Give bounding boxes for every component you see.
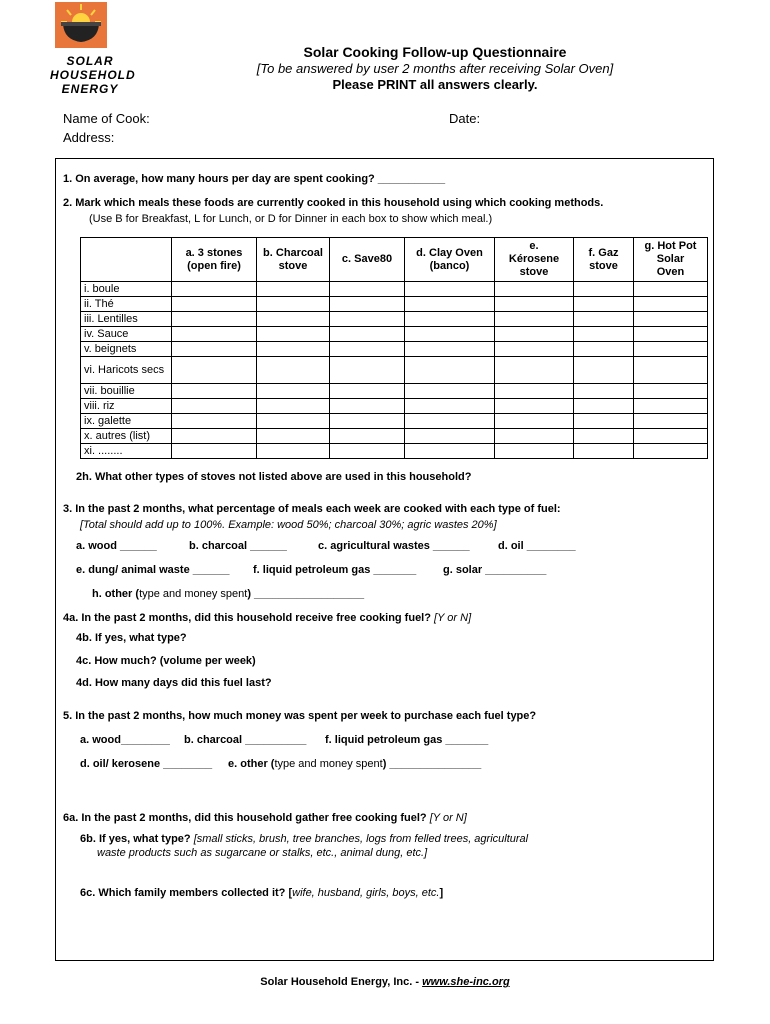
table-row — [81, 399, 708, 414]
name-of-cook-label: Name of Cook: — [63, 111, 150, 126]
q3-lpg: f. liquid petroleum gas _______ — [253, 564, 417, 576]
table-row — [81, 414, 708, 429]
meal-entry-cell[interactable] — [330, 444, 405, 459]
q3-dung: e. dung/ animal waste ______ — [76, 564, 230, 576]
footer — [0, 976, 770, 988]
meal-entry-cell[interactable] — [574, 399, 634, 414]
q5-other: e. other (type and money spent) _______________ — [228, 758, 482, 770]
meal-entry-cell[interactable] — [405, 357, 495, 384]
meal-entry-cell[interactable] — [574, 384, 634, 399]
meal-entry-cell[interactable] — [405, 444, 495, 459]
header-charcoal-stove: b. Charcoal stove — [257, 238, 330, 282]
food-label: x. autres (list) — [81, 429, 172, 444]
food-label: v. beignets — [81, 342, 172, 357]
page-subtitle: [To be answered by user 2 months after receiving Solar Oven] — [256, 61, 614, 76]
meal-entry-cell[interactable] — [330, 357, 405, 384]
q5-wood: a. wood________ — [80, 734, 170, 746]
question-2-note: (Use B for Breakfast, L for Lunch, or D for Dinner in each box to show which meal.) — [89, 213, 493, 225]
food-label: ix. galette — [81, 414, 172, 429]
org-line-1: SOLAR — [66, 54, 114, 68]
meal-entry-cell[interactable] — [634, 297, 708, 312]
meal-entry-cell[interactable] — [172, 282, 257, 297]
print-instruction: Please PRINT all answers clearly. — [332, 77, 538, 92]
q3-solar: g. solar __________ — [443, 564, 547, 576]
meal-entry-cell[interactable] — [257, 312, 330, 327]
org-line-2: HOUSEHOLD — [50, 68, 136, 82]
question-4c: 4c. How much? (volume per week) — [76, 655, 256, 667]
food-column-header — [81, 238, 172, 282]
meal-entry-cell[interactable] — [574, 327, 634, 342]
meal-entry-cell[interactable] — [495, 297, 574, 312]
question-4a: 4a. In the past 2 months, did this household receive free cooking fuel? [Y or N] — [63, 612, 472, 624]
meal-entry-cell[interactable] — [634, 357, 708, 384]
meal-entry-cell[interactable] — [405, 429, 495, 444]
meal-entry-cell[interactable] — [405, 384, 495, 399]
meal-entry-cell[interactable] — [172, 312, 257, 327]
meal-entry-cell[interactable] — [634, 384, 708, 399]
header-hot-pot-solar-oven: g. Hot Pot Solar Oven — [634, 238, 708, 282]
meal-entry-cell[interactable] — [574, 444, 634, 459]
question-5: 5. In the past 2 months, how much money was spent per week to purchase each fuel type? — [63, 710, 537, 722]
meal-entry-cell[interactable] — [330, 429, 405, 444]
meal-entry-cell[interactable] — [495, 399, 574, 414]
table-row — [81, 312, 708, 327]
meal-entry-cell[interactable] — [634, 282, 708, 297]
table-row — [81, 297, 708, 312]
meal-entry-cell[interactable] — [172, 384, 257, 399]
meal-entry-cell[interactable] — [634, 342, 708, 357]
food-label: iii. Lentilles — [81, 312, 172, 327]
meal-entry-cell[interactable] — [330, 399, 405, 414]
meal-entry-cell[interactable] — [495, 444, 574, 459]
meal-entry-cell[interactable] — [574, 297, 634, 312]
q3-oil: d. oil ________ — [498, 540, 576, 552]
cooking-methods-table — [80, 237, 708, 459]
table-row — [81, 342, 708, 357]
meal-entry-cell[interactable] — [495, 429, 574, 444]
meal-entry-cell[interactable] — [172, 357, 257, 384]
question-1: 1. On average, how many hours per day are spent cooking? ___________ — [63, 173, 446, 185]
date-label: Date: — [449, 111, 481, 126]
header-save80: c. Save80 — [330, 238, 405, 282]
header-3-stones: a. 3 stones (open fire) — [172, 238, 257, 282]
q3-agricultural-wastes: c. agricultural wastes ______ — [318, 540, 470, 552]
meal-entry-cell[interactable] — [495, 282, 574, 297]
meal-entry-cell[interactable] — [257, 444, 330, 459]
meal-entry-cell[interactable] — [330, 297, 405, 312]
question-6c: 6c. Which family members collected it? [wife, husband, girls, boys, etc.] — [80, 887, 444, 899]
meal-entry-cell[interactable] — [257, 429, 330, 444]
meal-entry-cell[interactable] — [257, 342, 330, 357]
meal-entry-cell[interactable] — [634, 312, 708, 327]
header-kerosene-stove: e. Kérosene stove — [495, 238, 574, 282]
meal-entry-cell[interactable] — [574, 312, 634, 327]
meal-entry-cell[interactable] — [574, 429, 634, 444]
meal-entry-cell[interactable] — [257, 384, 330, 399]
question-3: 3. In the past 2 months, what percentage of meals each week are cooked with each type of fuel: — [63, 503, 561, 515]
table-row — [81, 327, 708, 342]
meal-entry-cell[interactable] — [172, 399, 257, 414]
meal-entry-cell[interactable] — [330, 384, 405, 399]
org-line-3: ENERGY — [61, 82, 119, 96]
food-label: iv. Sauce — [81, 327, 172, 342]
meal-entry-cell[interactable] — [634, 444, 708, 459]
q5-charcoal: b. charcoal __________ — [184, 734, 307, 746]
food-label: i. boule — [81, 282, 172, 297]
table-row — [81, 282, 708, 297]
food-label: vii. bouillie — [81, 384, 172, 399]
q5-lpg: f. liquid petroleum gas _______ — [325, 734, 489, 746]
q3-other: h. other (type and money spent) __________________ — [92, 588, 365, 600]
food-label: ii. Thé — [81, 297, 172, 312]
meal-entry-cell[interactable] — [495, 342, 574, 357]
address-label: Address: — [63, 130, 115, 145]
table-header-row — [81, 238, 708, 282]
meal-entry-cell[interactable] — [330, 312, 405, 327]
q5-oil-kerosene: d. oil/ kerosene ________ — [80, 758, 213, 770]
sun-pot-icon — [55, 2, 107, 48]
meal-entry-cell[interactable] — [574, 414, 634, 429]
question-4d: 4d. How many days did this fuel last? — [76, 677, 272, 689]
meal-entry-cell[interactable] — [634, 414, 708, 429]
question-2h: 2h. What other types of stoves not listed above are used in this household? — [76, 471, 472, 483]
meal-entry-cell[interactable] — [172, 342, 257, 357]
meal-entry-cell[interactable] — [574, 282, 634, 297]
meal-entry-cell[interactable] — [257, 327, 330, 342]
question-6b: 6b. If yes, what type? [small sticks, brush, tree branches, logs from felled trees, agricultural — [80, 833, 529, 845]
meal-entry-cell[interactable] — [634, 327, 708, 342]
meal-entry-cell[interactable] — [330, 342, 405, 357]
meal-entry-cell[interactable] — [172, 327, 257, 342]
page-title: Solar Cooking Follow-up Questionnaire — [303, 44, 567, 60]
header-gaz-stove: f. Gaz stove — [574, 238, 634, 282]
footer-website-link[interactable]: www.she-inc.org — [422, 976, 510, 988]
meal-entry-cell[interactable] — [257, 357, 330, 384]
meal-entry-cell[interactable] — [257, 399, 330, 414]
food-label: xi. ........ — [81, 444, 172, 459]
table-row — [81, 444, 708, 459]
meal-entry-cell[interactable] — [405, 312, 495, 327]
q3-charcoal: b. charcoal ______ — [189, 540, 287, 552]
meal-entry-cell[interactable] — [495, 312, 574, 327]
meal-entry-cell[interactable] — [634, 429, 708, 444]
meal-entry-cell[interactable] — [257, 282, 330, 297]
table-row — [81, 429, 708, 444]
meal-entry-cell[interactable] — [330, 282, 405, 297]
meal-entry-cell[interactable] — [495, 384, 574, 399]
solar-cooker-logo — [55, 2, 107, 48]
meal-entry-cell[interactable] — [574, 357, 634, 384]
meal-entry-cell[interactable] — [405, 399, 495, 414]
question-6a: 6a. In the past 2 months, did this household gather free cooking fuel? [Y or N] — [63, 812, 467, 824]
meal-entry-cell[interactable] — [405, 297, 495, 312]
meal-entry-cell[interactable] — [574, 342, 634, 357]
meal-entry-cell[interactable] — [405, 327, 495, 342]
meal-entry-cell[interactable] — [172, 429, 257, 444]
food-label: viii. riz — [81, 399, 172, 414]
meal-entry-cell[interactable] — [405, 342, 495, 357]
meal-entry-cell[interactable] — [405, 414, 495, 429]
meal-entry-cell[interactable] — [257, 414, 330, 429]
meal-entry-cell[interactable] — [330, 414, 405, 429]
meal-entry-cell[interactable] — [330, 327, 405, 342]
meal-entry-cell[interactable] — [172, 297, 257, 312]
organization-name — [50, 54, 136, 96]
meal-entry-cell[interactable] — [257, 297, 330, 312]
question-3-note: [Total should add up to 100%. Example: wood 50%; charcoal 30%; agric wastes 20%] — [80, 519, 497, 531]
meal-entry-cell[interactable] — [172, 414, 257, 429]
table-row — [81, 357, 708, 384]
header-clay-oven: d. Clay Oven (banco) — [405, 238, 495, 282]
meal-entry-cell[interactable] — [172, 444, 257, 459]
meal-entry-cell[interactable] — [495, 357, 574, 384]
question-4b: 4b. If yes, what type? — [76, 632, 187, 644]
question-2: 2. Mark which meals these foods are currently cooked in this household using which cooking methods. — [63, 197, 604, 209]
meal-entry-cell[interactable] — [495, 414, 574, 429]
question-6b-hint: waste products such as sugarcane or stalks, etc., animal dung, etc.] — [97, 847, 428, 859]
meal-entry-cell[interactable] — [495, 327, 574, 342]
meal-entry-cell[interactable] — [634, 399, 708, 414]
table-row — [81, 384, 708, 399]
meal-entry-cell[interactable] — [405, 282, 495, 297]
q3-wood: a. wood ______ — [76, 540, 157, 552]
food-label: vi. Haricots secs — [81, 357, 172, 384]
footer-text: Solar Household Energy, Inc. - — [260, 976, 423, 988]
